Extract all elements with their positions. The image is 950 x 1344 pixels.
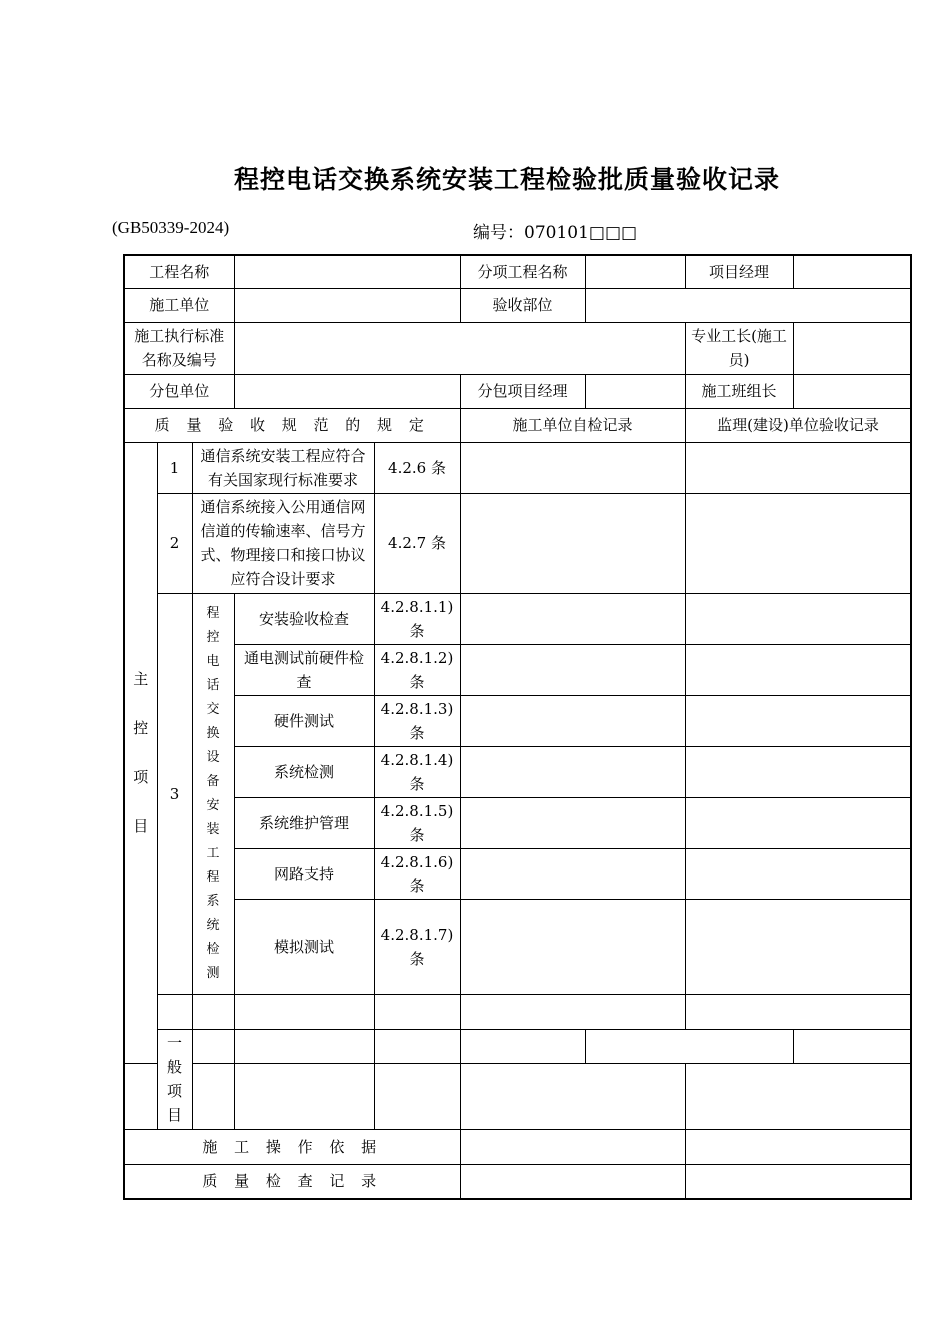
sub-item-clause: 4.2.8.1.4) 条: [374, 746, 460, 797]
field-record-self[interactable]: [460, 1164, 685, 1199]
table-row: [124, 695, 911, 746]
label-sub-project: 分项工程名称: [460, 255, 585, 288]
table-row: [124, 442, 911, 493]
table-row: [124, 1029, 911, 1063]
general-label: 一般项目: [157, 1029, 192, 1129]
self-check-cell[interactable]: [460, 695, 685, 746]
empty-cell[interactable]: [124, 1063, 157, 1129]
field-record-supervision[interactable]: [685, 1164, 911, 1199]
label-sub-manager: 分包项目经理: [460, 374, 585, 408]
table-row: [124, 797, 911, 848]
label-subcontractor: 分包单位: [124, 374, 234, 408]
label-acceptance-part: 验收部位: [460, 288, 585, 322]
empty-cell[interactable]: [234, 994, 374, 1029]
empty-cell[interactable]: [460, 1029, 585, 1063]
field-basis-self[interactable]: [460, 1129, 685, 1164]
field-subcontractor[interactable]: [234, 374, 460, 408]
table-row: [124, 644, 911, 695]
supervision-cell[interactable]: [685, 746, 911, 797]
standard-code: (GB50339-2024): [112, 218, 230, 237]
sub-item-clause: 4.2.8.1.2) 条: [374, 644, 460, 695]
col-header-spec: 质 量 验 收 规 范 的 规 定: [124, 408, 460, 442]
label-project-manager: 项目经理: [685, 255, 793, 288]
field-project-manager[interactable]: [793, 255, 911, 288]
self-check-cell[interactable]: [460, 994, 685, 1029]
table-row: [124, 1129, 911, 1164]
self-check-cell[interactable]: [460, 493, 685, 593]
item-number: 2: [157, 493, 192, 593]
table-row: [124, 1164, 911, 1199]
item-text: 通信系统接入公用通信网信道的传输速率、信号方式、物理接口和接口协议应符合设计要求: [192, 493, 374, 593]
col-header-supervision: 监理(建设)单位验收记录: [685, 408, 911, 442]
self-check-cell[interactable]: [585, 1029, 793, 1063]
sub-item-text: 通电测试前硬件检查: [234, 644, 374, 695]
supervision-cell[interactable]: [685, 1063, 911, 1129]
item-number: 1: [157, 442, 192, 493]
field-basis-supervision[interactable]: [685, 1129, 911, 1164]
supervision-cell[interactable]: [685, 442, 911, 493]
field-foreman[interactable]: [793, 322, 911, 374]
empty-cell[interactable]: [157, 994, 192, 1029]
item3-group-label: 程控电话交换设备安装工程系统检测: [192, 593, 234, 994]
sub-item-text: 安装验收检查: [234, 593, 374, 644]
empty-cell[interactable]: [192, 1063, 234, 1129]
field-project-name[interactable]: [234, 255, 460, 288]
field-sub-project[interactable]: [585, 255, 685, 288]
field-sub-manager[interactable]: [585, 374, 685, 408]
label-quality-record: 质 量 检 查 记 录: [124, 1164, 460, 1199]
item-clause: 4.2.7 条: [374, 493, 460, 593]
table-row: [124, 593, 911, 644]
supervision-cell[interactable]: [685, 593, 911, 644]
sub-item-clause: 4.2.8.1.7) 条: [374, 899, 460, 994]
empty-cell[interactable]: [234, 1063, 374, 1129]
label-exec-standard: 施工执行标准名称及编号: [124, 322, 234, 374]
label-team-leader: 施工班组长: [685, 374, 793, 408]
empty-cell[interactable]: [374, 1063, 460, 1129]
table-row: [124, 746, 911, 797]
empty-cell[interactable]: [374, 1029, 460, 1063]
self-check-cell[interactable]: [460, 746, 685, 797]
supervision-cell[interactable]: [685, 899, 911, 994]
sub-item-text: 系统检测: [234, 746, 374, 797]
sub-item-text: 硬件测试: [234, 695, 374, 746]
supervision-cell[interactable]: [685, 994, 911, 1029]
supervision-cell[interactable]: [685, 493, 911, 593]
sub-item-clause: 4.2.8.1.5) 条: [374, 797, 460, 848]
supervision-cell[interactable]: [685, 797, 911, 848]
main-control-label: 主控项目: [124, 442, 157, 1063]
sub-item-text: 系统维护管理: [234, 797, 374, 848]
inspection-form: [123, 254, 912, 1200]
record-number: 编号：070101□□□: [473, 223, 638, 243]
field-exec-standard[interactable]: [234, 322, 685, 374]
sub-item-clause: 4.2.8.1.6) 条: [374, 848, 460, 899]
self-check-cell[interactable]: [460, 442, 685, 493]
item-text: 通信系统安装工程应符合有关国家现行标准要求: [192, 442, 374, 493]
label-construction-basis: 施 工 操 作 依 据: [124, 1129, 460, 1164]
table-row: [124, 493, 911, 593]
sub-item-clause: 4.2.8.1.3) 条: [374, 695, 460, 746]
self-check-cell[interactable]: [460, 899, 685, 994]
item-number: 3: [157, 593, 192, 994]
self-check-cell[interactable]: [460, 644, 685, 695]
table-row: [124, 899, 911, 994]
table-row: [124, 848, 911, 899]
field-team-leader[interactable]: [793, 374, 911, 408]
field-construction-unit[interactable]: [234, 288, 460, 322]
empty-cell[interactable]: [192, 994, 234, 1029]
self-check-cell[interactable]: [460, 848, 685, 899]
label-project-name: 工程名称: [124, 255, 234, 288]
empty-cell[interactable]: [234, 1029, 374, 1063]
page-title: 程控电话交换系统安装工程检验批质量验收记录: [233, 165, 780, 194]
sub-item-text: 模拟测试: [234, 899, 374, 994]
field-acceptance-part[interactable]: [585, 288, 911, 322]
label-construction-unit: 施工单位: [124, 288, 234, 322]
sub-item-clause: 4.2.8.1.1) 条: [374, 593, 460, 644]
supervision-cell[interactable]: [685, 848, 911, 899]
supervision-cell[interactable]: [793, 1029, 911, 1063]
table-row: [124, 994, 911, 1029]
supervision-cell[interactable]: [685, 644, 911, 695]
empty-cell[interactable]: [192, 1029, 234, 1063]
supervision-cell[interactable]: [685, 695, 911, 746]
empty-cell[interactable]: [374, 994, 460, 1029]
table-row: [124, 1063, 911, 1129]
self-check-cell[interactable]: [460, 1063, 685, 1129]
self-check-cell[interactable]: [460, 797, 685, 848]
self-check-cell[interactable]: [460, 593, 685, 644]
label-foreman: 专业工长(施工员): [685, 322, 793, 374]
sub-item-text: 网路支持: [234, 848, 374, 899]
col-header-self-check: 施工单位自检记录: [460, 408, 685, 442]
item-clause: 4.2.6 条: [374, 442, 460, 493]
